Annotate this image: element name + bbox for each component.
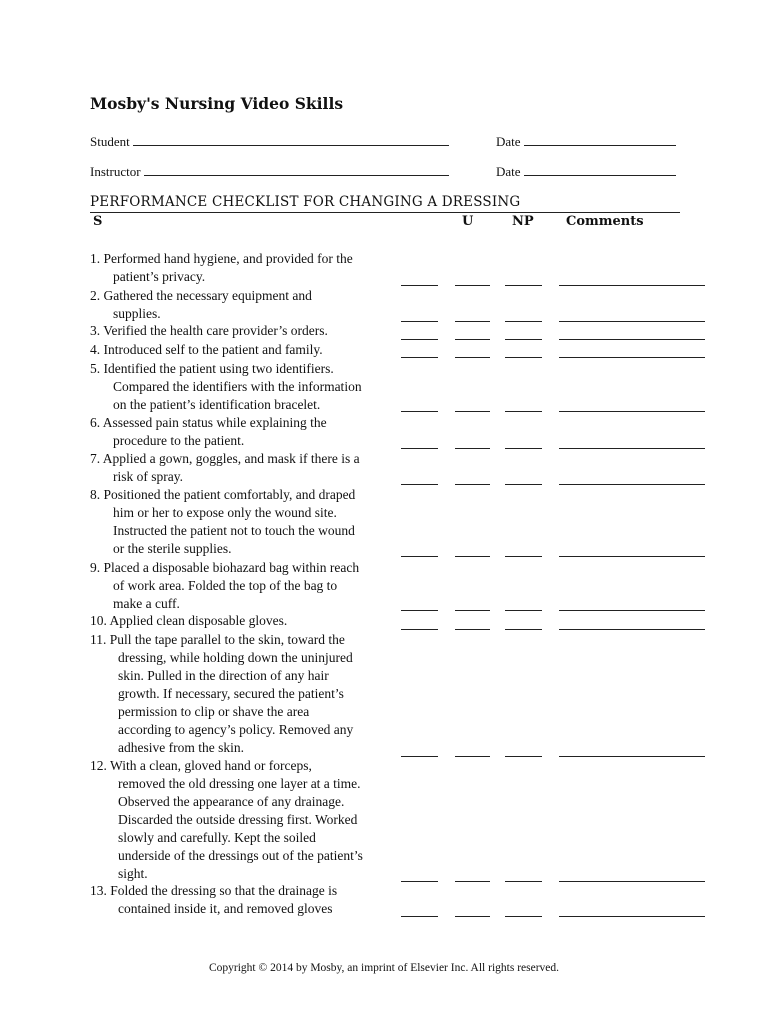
student-input-line[interactable]	[133, 145, 449, 146]
comments-blank[interactable]	[559, 339, 705, 340]
date-label-2: Date	[496, 164, 521, 179]
date-input-line-1[interactable]	[524, 145, 676, 146]
comments-blank[interactable]	[559, 881, 705, 882]
s-blank[interactable]	[401, 756, 438, 757]
checklist-item-text: risk of spray.	[113, 469, 183, 484]
checklist-item	[90, 631, 395, 757]
instructor-field	[90, 164, 449, 180]
student-label: Student	[90, 134, 130, 149]
np-blank[interactable]	[505, 357, 542, 358]
checklist-item-text: permission to clip or shave the area	[118, 704, 310, 719]
np-blank[interactable]	[505, 610, 542, 611]
s-blank[interactable]	[401, 556, 438, 557]
date-field-2	[496, 164, 676, 180]
instructor-label: Instructor	[90, 164, 141, 179]
comments-blank[interactable]	[559, 610, 705, 611]
date-label-1: Date	[496, 134, 521, 149]
s-blank[interactable]	[401, 610, 438, 611]
checklist-item-text: make a cuff.	[113, 596, 180, 611]
page-title: Mosby's Nursing Video Skills	[90, 94, 344, 113]
s-blank[interactable]	[401, 448, 438, 449]
checklist-item-text: 11. Pull the tape parallel to the skin, toward the	[90, 632, 345, 647]
u-blank[interactable]	[455, 339, 490, 340]
s-blank[interactable]	[401, 629, 438, 630]
checklist-item-text: supplies.	[113, 306, 161, 321]
comments-blank[interactable]	[559, 484, 705, 485]
checklist-item-text: 1. Performed hand hygiene, and provided for the	[90, 251, 353, 266]
comments-blank[interactable]	[559, 629, 705, 630]
u-blank[interactable]	[455, 285, 490, 286]
column-header-comments: Comments	[566, 214, 644, 229]
s-blank[interactable]	[401, 881, 438, 882]
checklist-item-text: skin. Pulled in the direction of any hair	[118, 668, 329, 683]
checklist-item-text: dressing, while holding down the uninjured	[118, 650, 353, 665]
checklist-item	[90, 341, 395, 359]
checklist-item-text: 7. Applied a gown, goggles, and mask if there is a	[90, 451, 360, 466]
column-header-np: NP	[512, 214, 534, 229]
s-blank[interactable]	[401, 285, 438, 286]
checklist-item-text: 3. Verified the health care provider’s orders.	[90, 323, 328, 338]
checklist-item-text: removed the old dressing one layer at a time.	[118, 776, 361, 791]
comments-blank[interactable]	[559, 285, 705, 286]
u-blank[interactable]	[455, 556, 490, 557]
u-blank[interactable]	[455, 411, 490, 412]
checklist-item-text: procedure to the patient.	[113, 433, 245, 448]
checklist-item-text: of work area. Folded the top of the bag to	[113, 578, 338, 593]
checklist-item-text: patient’s privacy.	[113, 269, 206, 284]
checklist-item-text: 2. Gathered the necessary equipment and	[90, 288, 312, 303]
np-blank[interactable]	[505, 285, 542, 286]
checklist-item	[90, 250, 395, 286]
checklist-item	[90, 287, 395, 323]
checklist-item	[90, 612, 395, 630]
checklist-title: PERFORMANCE CHECKLIST FOR CHANGING A DRESSING	[90, 194, 521, 210]
s-blank[interactable]	[401, 357, 438, 358]
checklist-item	[90, 450, 395, 486]
checklist-item-text: 10. Applied clean disposable gloves.	[90, 613, 288, 628]
comments-blank[interactable]	[559, 556, 705, 557]
u-blank[interactable]	[455, 484, 490, 485]
comments-blank[interactable]	[559, 756, 705, 757]
u-blank[interactable]	[455, 916, 490, 917]
s-blank[interactable]	[401, 484, 438, 485]
student-field	[90, 134, 449, 150]
np-blank[interactable]	[505, 411, 542, 412]
s-blank[interactable]	[401, 321, 438, 322]
comments-blank[interactable]	[559, 321, 705, 322]
checklist-item-text: 6. Assessed pain status while explaining the	[90, 415, 327, 430]
np-blank[interactable]	[505, 484, 542, 485]
checklist-item-text: 8. Positioned the patient comfortably, and draped	[90, 487, 356, 502]
date-input-line-2[interactable]	[524, 175, 676, 176]
checklist-item	[90, 322, 395, 340]
comments-blank[interactable]	[559, 357, 705, 358]
checklist-item	[90, 360, 395, 414]
column-header-u: U	[462, 214, 474, 229]
s-blank[interactable]	[401, 339, 438, 340]
checklist-item-text: according to agency’s policy. Removed any	[118, 722, 354, 737]
checklist-item-text: Discarded the outside dressing first. Worked	[118, 812, 358, 827]
checklist-item	[90, 882, 395, 918]
checklist-item	[90, 757, 395, 883]
checklist-item	[90, 559, 395, 613]
comments-blank[interactable]	[559, 448, 705, 449]
np-blank[interactable]	[505, 556, 542, 557]
checklist-item-text: underside of the dressings out of the patient’s	[118, 848, 363, 863]
column-header-s: S	[93, 214, 103, 229]
checklist-item-text: him or her to expose only the wound site.	[113, 505, 337, 520]
checklist-item-text: on the patient’s identification bracelet.	[113, 397, 321, 412]
np-blank[interactable]	[505, 339, 542, 340]
date-field-1	[496, 134, 676, 150]
checklist-item-text: 4. Introduced self to the patient and family.	[90, 342, 323, 357]
checklist-item-text: Compared the identifiers with the information	[113, 379, 362, 394]
u-blank[interactable]	[455, 610, 490, 611]
copyright-footer: Copyright © 2014 by Mosby, an imprint of Elsevier Inc. All rights reserved.	[208, 962, 560, 974]
np-blank[interactable]	[505, 629, 542, 630]
checklist-item-text: 12. With a clean, gloved hand or forceps,	[90, 758, 312, 773]
instructor-input-line[interactable]	[144, 175, 449, 176]
checklist-item-text: growth. If necessary, secured the patient’s	[118, 686, 344, 701]
u-blank[interactable]	[455, 321, 490, 322]
checklist-item-text: 5. Identified the patient using two identifiers.	[90, 361, 334, 376]
u-blank[interactable]	[455, 756, 490, 757]
s-blank[interactable]	[401, 916, 438, 917]
comments-blank[interactable]	[559, 916, 705, 917]
checklist-item-text: or the sterile supplies.	[113, 541, 232, 556]
np-blank[interactable]	[505, 321, 542, 322]
checklist-item-text: sight.	[118, 866, 148, 881]
u-blank[interactable]	[455, 629, 490, 630]
checklist-item-text: 13. Folded the dressing so that the drainage is	[90, 883, 338, 898]
u-blank[interactable]	[455, 357, 490, 358]
np-blank[interactable]	[505, 448, 542, 449]
title-divider	[90, 212, 680, 213]
np-blank[interactable]	[505, 916, 542, 917]
checklist-item	[90, 414, 395, 450]
comments-blank[interactable]	[559, 411, 705, 412]
np-blank[interactable]	[505, 881, 542, 882]
u-blank[interactable]	[455, 881, 490, 882]
checklist-item-text: contained inside it, and removed gloves	[118, 901, 333, 916]
checklist-item-text: 9. Placed a disposable biohazard bag within reach	[90, 560, 360, 575]
np-blank[interactable]	[505, 756, 542, 757]
checklist-item	[90, 486, 395, 558]
checklist-item-text: slowly and carefully. Kept the soiled	[118, 830, 316, 845]
checklist-item-text: adhesive from the skin.	[118, 740, 244, 755]
u-blank[interactable]	[455, 448, 490, 449]
checklist-item-text: Instructed the patient not to touch the wound	[113, 523, 355, 538]
checklist-item-text: Observed the appearance of any drainage.	[118, 794, 345, 809]
s-blank[interactable]	[401, 411, 438, 412]
